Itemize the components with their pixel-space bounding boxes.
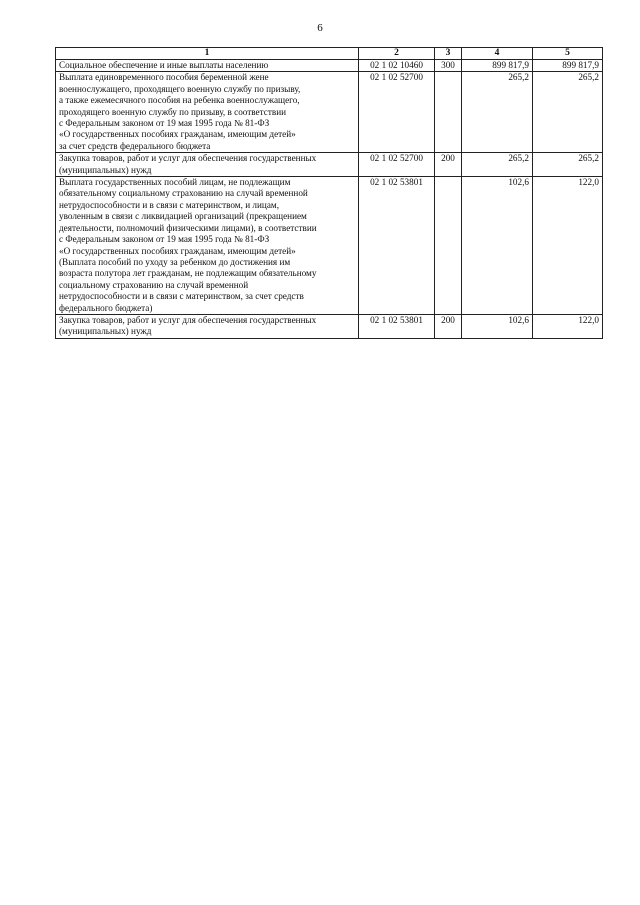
table-row [56,314,603,338]
row-name: Социальное обеспечение и иные выплаты населению [56,60,359,72]
page-number: 6 [317,22,323,34]
row-target-code: 02 1 02 52700 [359,72,435,153]
table-row [56,177,603,315]
row-target-code: 02 1 02 53801 [359,177,435,315]
column-header-3: 3 [435,48,462,60]
budget-table [55,47,603,339]
row-expense-type: 300 [435,60,462,72]
row-expense-type [435,177,462,315]
row-expense-type [435,72,462,153]
row-name: Выплата государственных пособий лицам, не подлежащим обязательному социальному страхованию на случай временной нетрудоспособности и в связи с материнством, и лицам, уволенным в связи с ликвидацией организаций (прекращением деятельности, полномочий физическими лицами), в соответствии с Федеральным законом от 19 мая 1995 года № 81-ФЗ «О государственных пособиях гражданам, имеющим детей» (Выплата пособий по уходу за ребенком до достижения им возраста полутора лет гражданам, не подлежащим обязательному социальному страхованию на случай временной нетрудоспособности и в связи с материнством, за счет средств федерального бюджета) [56,177,359,315]
table-header-row [56,48,603,60]
column-header-2: 2 [359,48,435,60]
row-name: Закупка товаров, работ и услуг для обеспечения государственных (муниципальных) нужд [56,153,359,177]
table-row [56,60,603,72]
row-amount-year-2: 122,0 [533,314,603,338]
row-amount-year-2: 265,2 [533,153,603,177]
row-amount-year-2: 899 817,9 [533,60,603,72]
row-expense-type: 200 [435,314,462,338]
table-row [56,153,603,177]
row-target-code: 02 1 02 53801 [359,314,435,338]
row-target-code: 02 1 02 52700 [359,153,435,177]
table-row [56,72,603,153]
row-amount-year-1: 265,2 [462,72,533,153]
row-target-code: 02 1 02 10460 [359,60,435,72]
row-expense-type: 200 [435,153,462,177]
row-amount-year-1: 102,6 [462,314,533,338]
row-name: Закупка товаров, работ и услуг для обеспечения государственных (муниципальных) нужд [56,314,359,338]
column-header-1: 1 [56,48,359,60]
row-amount-year-2: 265,2 [533,72,603,153]
row-amount-year-1: 102,6 [462,177,533,315]
row-amount-year-1: 265,2 [462,153,533,177]
column-header-5: 5 [533,48,603,60]
row-amount-year-1: 899 817,9 [462,60,533,72]
row-name: Выплата единовременного пособия беременной жене военнослужащего, проходящего военную службу по призыву, а также ежемесячного пособия на ребенка военнослужащего, проходящего военную службу по призыву, в соответствии с Федеральным законом от 19 мая 1995 года № 81-ФЗ «О государственных пособиях гражданам, имеющим детей» за счет средств федерального бюджета [56,72,359,153]
column-header-4: 4 [462,48,533,60]
row-amount-year-2: 122,0 [533,177,603,315]
